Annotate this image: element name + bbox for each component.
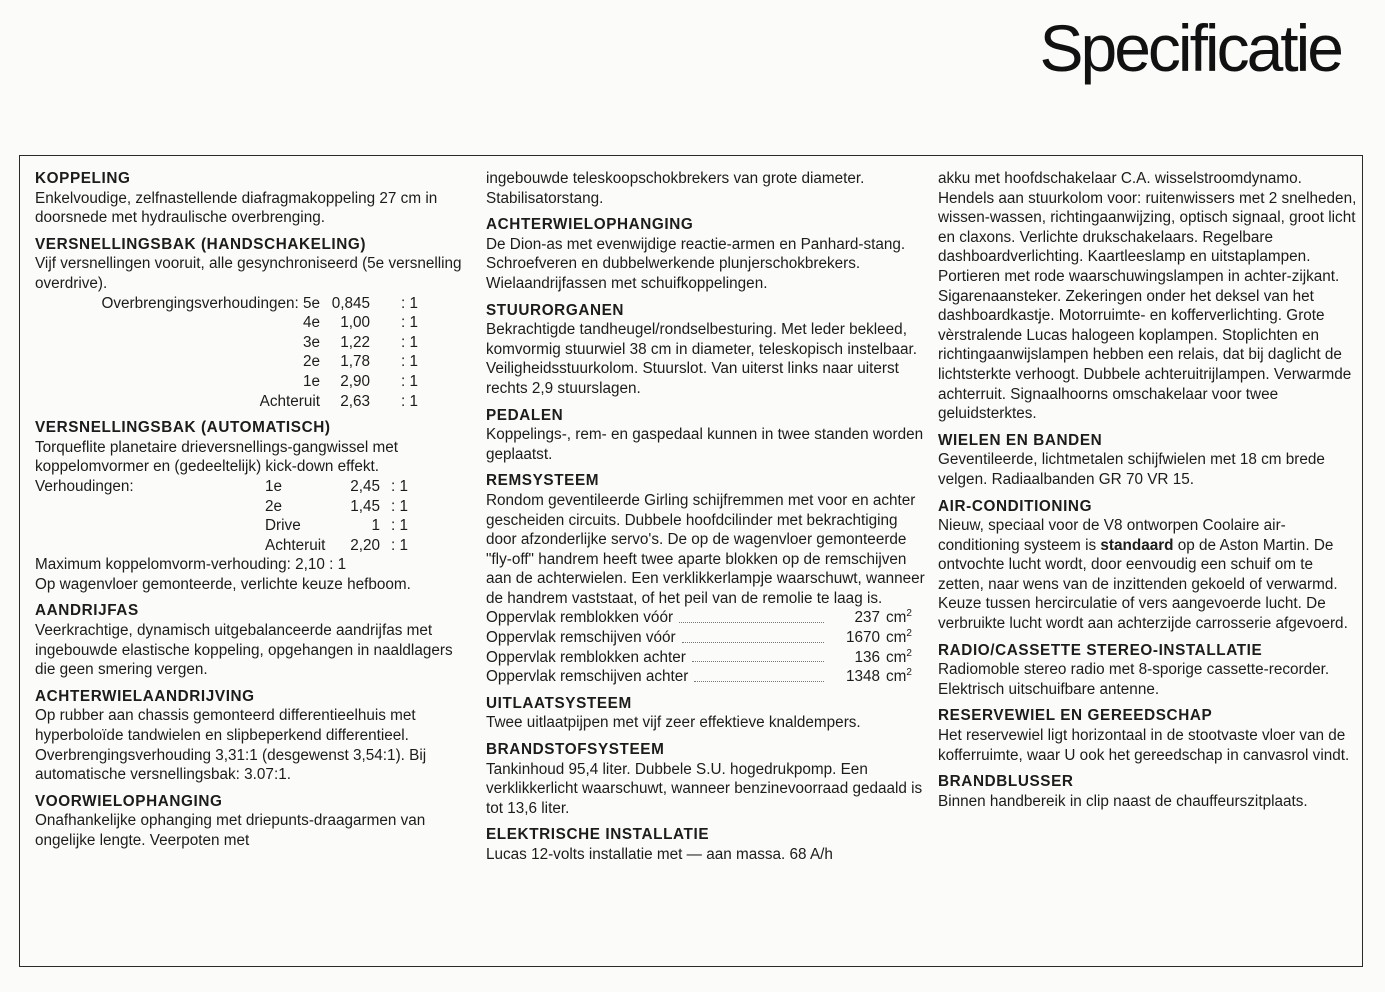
section-uitlaatsysteem [486, 694, 926, 733]
ratio-one: : 1 [400, 314, 418, 332]
airco-text-b: op de Aston Martin. De ontvochte lucht wordt, door eenvoudig een schuif om te zetten, naar wens van de inzittenden gekoeld of verwarmd. Keuze tussen hercirculatie of vers aangevoerde lucht. De verbruikte lucht wordt aan achterzijde carrosserie afgevoerd. [938, 536, 1348, 633]
ratio-one: : 1 [390, 497, 408, 515]
section-heading: VERSNELLINGSBAK (AUTOMATISCH) [35, 419, 331, 437]
max-ratio-text: Maximum koppelomvorm-verhouding: 2,10 : 1 [35, 556, 347, 574]
section-versnellingsbak-hand [35, 235, 475, 411]
section-heading: RADIO/CASSETTE STEREO-INSTALLATIE [938, 641, 1263, 659]
ratio-prefix [35, 497, 265, 517]
section-text: Op rubber aan chassis gemonteerd differentieelhuis met hyperboloïde tandwielen en slipbeperkend differentieel. Overbrengingsverhouding 3,31:1 (desgewenst 3,54:1). Bij automatische versnellingsbak: 3.07:1. [35, 707, 427, 784]
ratio-value: 0,845 [331, 294, 370, 312]
section-reservewiel [938, 706, 1358, 765]
section-heading: AANDRIJFAS [35, 602, 139, 620]
section-continuation [486, 169, 926, 208]
section-text: Op wagenvloer gemonteerde, verlichte keuze hefboom. [35, 575, 411, 593]
ratio-row [35, 477, 475, 497]
section-text: akku met hoofdschakelaar C.A. wisselstroomdynamo. Hendels aan stuurkolom voor: ruitenwissers met 2 snelheden, wissen-wassen, richtingaanwijzing, optisch signaal, groot licht en claxons. Verlichte drukschakelaars. Regelbare dashboardverlichting. Kaartleeslamp en uitstaplampen. Portieren met rode waarschuwingslampen in achter-zijkant. Sigarenaansteker. Zekeringen onder het deksel van het dashboardkastje. Motorruimte- en kofferverlichting. Grote vèrstralende Lucas halogeen koplampen. Stoplichten en richtingaanwijslampen hebben een relais, dat bij daglicht de lichtsterkte verhoogt. Dubbele achteruitrijlampen. Verwarmde achterruit. Signaalhoorns omschakelaar voor twee geluidsterktes. [938, 170, 1357, 423]
section-text: Rondom geventileerde Girling schijfremmen met voor en achter gescheiden circuits. Dubbele hoofdcilinder met bekrachtiging door afzonderlijke servo's. De op de wagenvloer gemonteerde "fly-off" handrem heeft twee aparte blokken op de remschijven aan de achterwielen. Een verklikkerlampje waarschuwt, wanneer de handrem vaststaat, of het peil van de remolie te laag is. [486, 491, 925, 607]
area-label: Oppervlak remblokken vóór [486, 609, 674, 627]
dot-leader [679, 608, 824, 623]
section-versnellingsbak-auto [35, 418, 475, 594]
ratio-one: : 1 [400, 353, 418, 371]
ratio-one: : 1 [400, 372, 418, 390]
ratio-prefix: Verhoudingen: [35, 477, 134, 495]
ratio-row [35, 392, 475, 412]
section-heading: VOORWIELOPHANGING [35, 792, 223, 810]
spec-frame [19, 155, 1363, 967]
area-unit: cm [886, 668, 907, 686]
section-heading: KOPPELING [35, 170, 131, 187]
section-text: Tankinhoud 95,4 liter. Dubbele S.U. hogedrukpomp. Een verklikkerlicht waarschuwt, wanneer benzinevoorraad gedaald is tot 13,6 liter. [486, 760, 923, 817]
section-text: Lucas 12-volts installatie met — aan massa. 68 A/h [486, 846, 833, 863]
section-heading: BRANDBLUSSER [938, 773, 1074, 791]
ratio-gear: 2e [265, 497, 283, 515]
ratio-value: 2,20 [350, 536, 380, 554]
ratio-row [35, 294, 475, 314]
ratio-label: 1e [302, 372, 320, 390]
section-heading: ACHTERWIELOPHANGING [486, 216, 694, 234]
column-3 [938, 169, 1358, 818]
section-pedalen [486, 406, 926, 465]
ratio-one: : 1 [400, 392, 418, 410]
section-text: Koppelings-, rem- en gaspedaal kunnen in twee standen worden geplaatst. [486, 426, 924, 463]
area-unit-sup: 2 [906, 627, 912, 639]
area-unit: cm [886, 648, 907, 666]
ratio-row [35, 516, 475, 536]
ratio-row [35, 333, 475, 353]
section-remsysteem [486, 471, 926, 687]
area-unit-sup: 2 [906, 667, 912, 679]
section-text: Vijf versnellingen vooruit, alle gesynchroniseerd (5e versnelling overdrive). [35, 255, 462, 292]
section-heading: RESERVEWIEL EN GEREEDSCHAP [938, 707, 1213, 725]
section-radio-cassette [938, 641, 1358, 700]
ratio-one: : 1 [390, 517, 408, 535]
section-heading: BRANDSTOFSYSTEEM [486, 741, 665, 759]
section-heading: PEDALEN [486, 406, 564, 424]
dot-leader [692, 648, 824, 663]
area-unit-sup: 2 [906, 647, 912, 659]
column-1 [35, 169, 475, 858]
ratio-gear: Achteruit [265, 536, 326, 554]
area-value: 237 [854, 609, 880, 627]
ratio-value: 2,90 [340, 372, 370, 390]
ratio-one: : 1 [390, 477, 408, 495]
section-text: Veerkrachtige, dynamisch uitgebalanceerde aandrijfas met ingebouwde elastische koppeling, opgehangen in naaldlagers die geen smering vergen. [35, 622, 453, 679]
section-achterwielophanging [486, 215, 926, 293]
airco-text-a: Nieuw, speciaal voor de V8 ontworpen Coolaire air-conditioning systeem is [938, 517, 1286, 554]
section-heading: VERSNELLINGSBAK (HANDSCHAKELING) [35, 235, 367, 253]
section-text: Radiomoble stereo radio met 8-sporige cassette-recorder. Elektrisch uitschuifbare antenne. [938, 661, 1330, 698]
section-text: Bekrachtigde tandheugel/rondselbesturing. Met leder bekleed, komvormig stuurwiel 38 cm in diameter, teleskopisch instelbaar. Veiligheidsstuurkolom. Stuurslot. Van uiterst links naar uiterst rechts 2,9 stuurslagen. [486, 321, 918, 397]
airco-standard-emphasis: standaard [1100, 536, 1174, 554]
section-heading: UITLAATSYSTEEM [486, 694, 632, 712]
area-label: Oppervlak remschijven achter [486, 668, 689, 686]
section-brandstofsysteem [486, 740, 926, 818]
section-stuurorganen [486, 301, 926, 399]
section-text: Twee uitlaatpijpen met vijf zeer effektieve knaldempers. [486, 714, 861, 732]
ratio-value: 1 [371, 517, 380, 535]
ratio-row [35, 313, 475, 333]
area-row [486, 667, 926, 687]
ratio-label: 3e [302, 333, 320, 351]
section-wielen-banden [938, 431, 1358, 490]
ratio-prefix [35, 516, 265, 536]
ratio-label: Overbrengingsverhoudingen: 5e [101, 294, 320, 312]
dot-leader [682, 628, 824, 643]
ratio-row [35, 536, 475, 556]
dot-leader [694, 667, 824, 682]
section-text [938, 516, 1358, 634]
section-voorwielophanging [35, 792, 475, 851]
section-continuation [938, 169, 1358, 424]
area-label: Oppervlak remschijven vóór [486, 629, 676, 647]
section-brandblusser [938, 772, 1358, 811]
section-text: ingebouwde teleskoopschokbrekers van grote diameter. Stabilisatorstang. [486, 170, 865, 207]
ratio-label: 2e [302, 353, 320, 371]
ratio-row [35, 497, 475, 517]
section-achterwielaandrijving [35, 687, 475, 785]
ratio-value: 1,45 [350, 497, 380, 515]
area-row [486, 608, 926, 628]
section-text: Enkelvoudige, zelfnastellende diafragmakoppeling 27 cm in doorsnede met hydraulische overbrenging. [35, 189, 438, 227]
ratio-one: : 1 [400, 294, 418, 312]
section-text: Torqueflite planetaire drieversnellings-gangwissel met koppelomvormer en (gedeeltelijk) kick-down effekt. [35, 438, 399, 476]
section-text: Onafhankelijke ophanging met driepunts-draagarmen van ongelijke lengte. Veerpoten met [35, 812, 426, 849]
section-heading: REMSYSTEEM [486, 472, 600, 490]
section-text: Geventileerde, lichtmetalen schijfwielen met 18 cm brede velgen. Radiaalbanden GR 70 VR 15. [938, 451, 1325, 488]
section-heading: WIELEN EN BANDEN [938, 431, 1103, 449]
ratio-gear: 1e [265, 477, 283, 495]
section-elektrische-installatie [486, 825, 926, 864]
area-unit: cm [886, 629, 907, 647]
section-heading: AIR-CONDITIONING [938, 497, 1093, 515]
section-text: Het reservewiel ligt horizontaal in de stootvaste vloer van de kofferruimte, waar U ook het gereedschap in canvasrol vindt. [938, 727, 1350, 764]
ratio-one: : 1 [400, 333, 418, 351]
section-heading: STUURORGANEN [486, 301, 625, 319]
section-koppeling [35, 169, 475, 228]
ratio-value: 1,22 [340, 333, 370, 351]
area-value: 1670 [845, 629, 880, 647]
area-value: 136 [854, 648, 880, 666]
ratio-row [35, 372, 475, 392]
ratio-label: 4e [302, 314, 320, 332]
ratio-label: Achteruit [259, 392, 320, 410]
ratio-value: 2,45 [350, 477, 380, 495]
section-text: Binnen handbereik in clip naast de chauffeurszitplaats. [938, 792, 1308, 810]
area-row [486, 628, 926, 648]
ratio-value: 1,78 [340, 353, 370, 371]
section-heading: ACHTERWIELAANDRIJVING [35, 687, 255, 705]
column-2 [486, 169, 926, 872]
ratio-one: : 1 [390, 536, 408, 554]
ratio-value: 2,63 [340, 392, 370, 410]
area-value: 1348 [845, 668, 880, 686]
section-text: De Dion-as met evenwijdige reactie-armen en Panhard-stang. Schroefveren en dubbelwerkende plunjerschokbrekers. Wielaandrijfassen met schuifkoppelingen. [486, 235, 906, 292]
ratio-gear: Drive [265, 517, 301, 535]
section-air-conditioning [938, 497, 1358, 634]
section-aandrijfas [35, 601, 475, 679]
ratio-value: 1,00 [340, 314, 370, 332]
page-title: Specificatie [1039, 11, 1341, 85]
section-heading: ELEKTRISCHE INSTALLATIE [486, 826, 710, 844]
area-unit-sup: 2 [906, 608, 912, 620]
area-label: Oppervlak remblokken achter [486, 648, 686, 666]
area-row [486, 648, 926, 668]
area-unit: cm [886, 609, 907, 627]
ratio-prefix [35, 536, 265, 556]
ratio-row [35, 352, 475, 372]
